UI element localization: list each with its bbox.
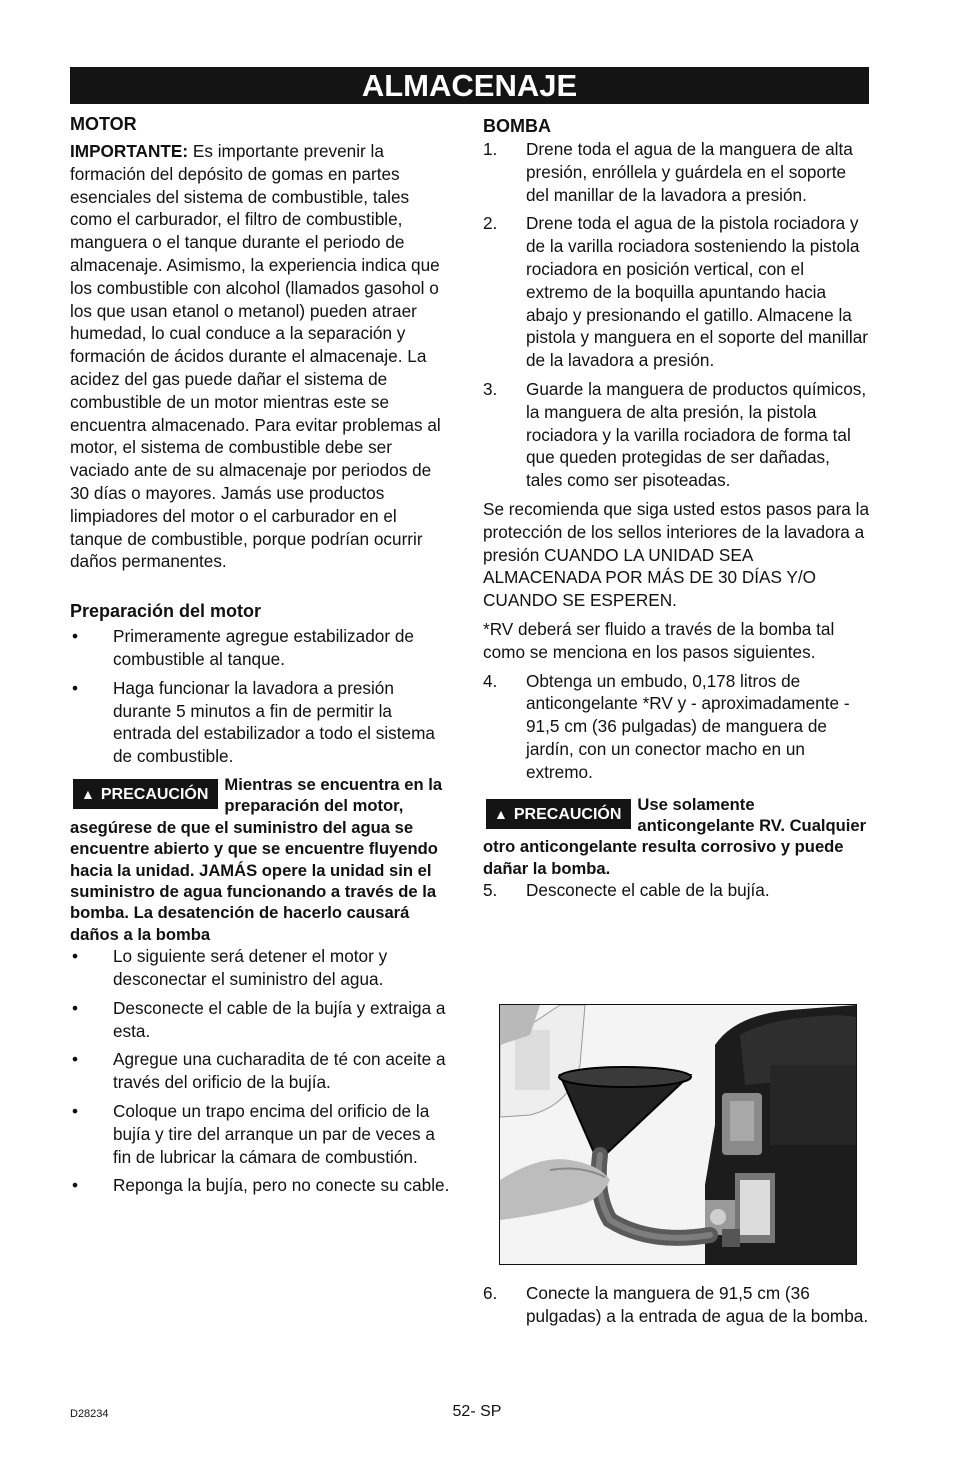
motor-heading: MOTOR	[70, 114, 137, 134]
prep-bullet-list	[70, 625, 454, 768]
step-text: Conecte la manguera de 91,5 cm (36 pulgadas) a la entrada de agua de la bomba.	[526, 1283, 869, 1326]
step-item	[483, 1282, 869, 1328]
bullet-marker: •	[72, 1049, 79, 1070]
bullet-marker: •	[72, 626, 79, 647]
list-item-text: Agregue una cucharadita de té con aceite a través del orificio de la bujía.	[113, 1049, 446, 1093]
storage-recommendation: Se recomienda que siga usted estos pasos para la protección de los sellos interiores de la lavadora a presión CUANDO LA UNIDAD SEA ALMACENADA POR MÁS DE 30 DÍAS Y/O CUANDO SE ESPEREN.	[483, 498, 870, 611]
list-item	[70, 677, 454, 768]
bomba-step-4	[483, 670, 869, 784]
caution-block-motor	[70, 774, 454, 945]
important-label: IMPORTANTE:	[70, 141, 189, 161]
motor-section	[70, 112, 454, 1203]
bullet-marker: •	[72, 677, 79, 698]
step-item	[483, 138, 869, 206]
caution-label: PRECAUCIÓN	[513, 805, 622, 823]
caution-block-bomba	[483, 794, 869, 880]
bomba-step-5	[483, 879, 869, 902]
list-item-text: Reponga la bujía, pero no conecte su cable.	[113, 1175, 450, 1196]
step-text: Obtenga un embudo, 0,178 litros de anticongelante *RV y - aproximadamente - 91,5 cm (36 pulgadas) de manguera de jardín, con un conector macho en un extremo.	[526, 670, 850, 782]
list-item	[70, 1048, 454, 1094]
bomba-steps-list	[483, 138, 869, 492]
bullet-marker: •	[72, 1175, 79, 1196]
step-text: Drene toda el agua de la manguera de alta presión, enróllela y guárdela en el soporte del manillar de la lavadora a presión.	[526, 139, 853, 205]
step-text: Desconecte el cable de la bujía.	[526, 880, 770, 901]
list-item-text: Haga funcionar la lavadora a presión durante 5 minutos a fin de permitir la entrada del estabilizador a todo el sistema de combustible.	[113, 677, 435, 767]
step-number: 3.	[483, 378, 498, 399]
funnel-illustration	[500, 1005, 856, 1264]
list-item-text: Primeramente agregue estabilizador de combustible al tanque.	[113, 626, 414, 669]
list-item-text: Coloque un trapo encima del orificio de la bujía y tire del arranque un par de veces a fin de lubricar la cámara de combustión.	[113, 1100, 435, 1167]
after-bullet-list	[70, 945, 454, 1197]
bullet-marker: •	[72, 997, 79, 1018]
step-item	[483, 670, 869, 784]
page-number: 52- SP	[452, 1403, 502, 1420]
step-text: Guarde la manguera de productos químicos, la manguera de alta presión, la pistola rociadora y la varilla rociadora de forma tal que queden protegidas de ser dañadas, tales como ser pisoteadas.	[526, 378, 867, 491]
list-item	[70, 1100, 454, 1168]
prep-heading: Preparación del motor	[70, 601, 262, 622]
rv-note: *RV deberá ser fluido a través de la bomba tal como se menciona en los pasos siguientes.	[483, 618, 835, 662]
list-item	[70, 997, 454, 1043]
page-title: ALMACENAJE	[70, 67, 869, 104]
step-number: 5.	[483, 880, 498, 901]
bullet-marker: •	[72, 946, 79, 967]
caution-text: Use solamente anticongelante RV. Cualquier otro anticongelante resulta corrosivo y puede dañar la bomba.	[483, 794, 867, 878]
list-item-text: Lo siguiente será detener el motor y desconectar el suministro del agua.	[113, 946, 388, 989]
list-item-text: Desconecte el cable de la bujía y extraiga a esta.	[113, 997, 446, 1041]
step-number: 2.	[483, 213, 498, 234]
step-text: Drene toda el agua de la pistola rociadora y de la varilla rociadora sosteniendo la pistola rociadora en posición vertical, con el extremo de la boquilla apuntando hacia abajo y presionando el gatillo. Almacene la pistola y manguera en el soporte del manillar de la lavadora a presión.	[526, 213, 869, 371]
step-number: 1.	[483, 139, 498, 159]
caution-badge	[486, 799, 631, 829]
list-item	[70, 625, 454, 671]
step-number: 4.	[483, 670, 498, 691]
list-item	[70, 1174, 454, 1197]
funnel-photo	[499, 1004, 857, 1265]
caution-label: PRECAUCIÓN	[100, 785, 209, 803]
list-item	[70, 945, 454, 991]
bullet-marker: •	[72, 1100, 79, 1121]
caution-text: Mientras se encuentra en la preparación del motor, asegúrese de que el suministro del agua se encuentre abierto y que se encuentre fluyendo hacia la unidad. JAMÁS opere la unidad sin el suministro de agua funcionando a través de la bomba. La desatención de hacerlo causará daños a la bomba	[70, 774, 443, 944]
document-code: D28234	[70, 1408, 109, 1420]
important-paragraph	[70, 140, 454, 573]
warning-triangle-icon: ▲	[494, 805, 508, 822]
important-text: Es importante prevenir la formación del depósito de gomas en partes esenciales del sistema de combustible, tales como el carburador, el filtro de combustible, manguera o el tanque durante el periodo de almacenaje. Asimismo, la experiencia indica que los combustible con alcohol (llamados gasohol o los que usan etanol o metanol) pueden atraer humedad, lo cual conduce a la separación y formación de ácidos durante el almacenaje. La acidez del gas puede dañar el sistema de combustible de un motor mientras este se encuentra almacenado. Para evitar problemas al motor, el sistema de combustible debe ser vaciado ante de su almacenaje por periodos de 30 días o mayores. Jamás use productos limpiadores del motor o el carburador en el tanque de combustible, porque podrían ocurrir daños permanentes.	[70, 141, 441, 572]
bomba-step-6	[483, 1282, 869, 1328]
warning-triangle-icon: ▲	[81, 785, 95, 802]
caution-badge	[73, 779, 218, 809]
step-item	[483, 212, 869, 372]
bomba-section	[483, 114, 869, 908]
step-number: 6.	[483, 1283, 498, 1303]
bomba-heading: BOMBA	[483, 116, 551, 136]
bomba-step-6-wrapper	[483, 1282, 869, 1334]
step-item	[483, 879, 869, 902]
step-item	[483, 378, 869, 492]
